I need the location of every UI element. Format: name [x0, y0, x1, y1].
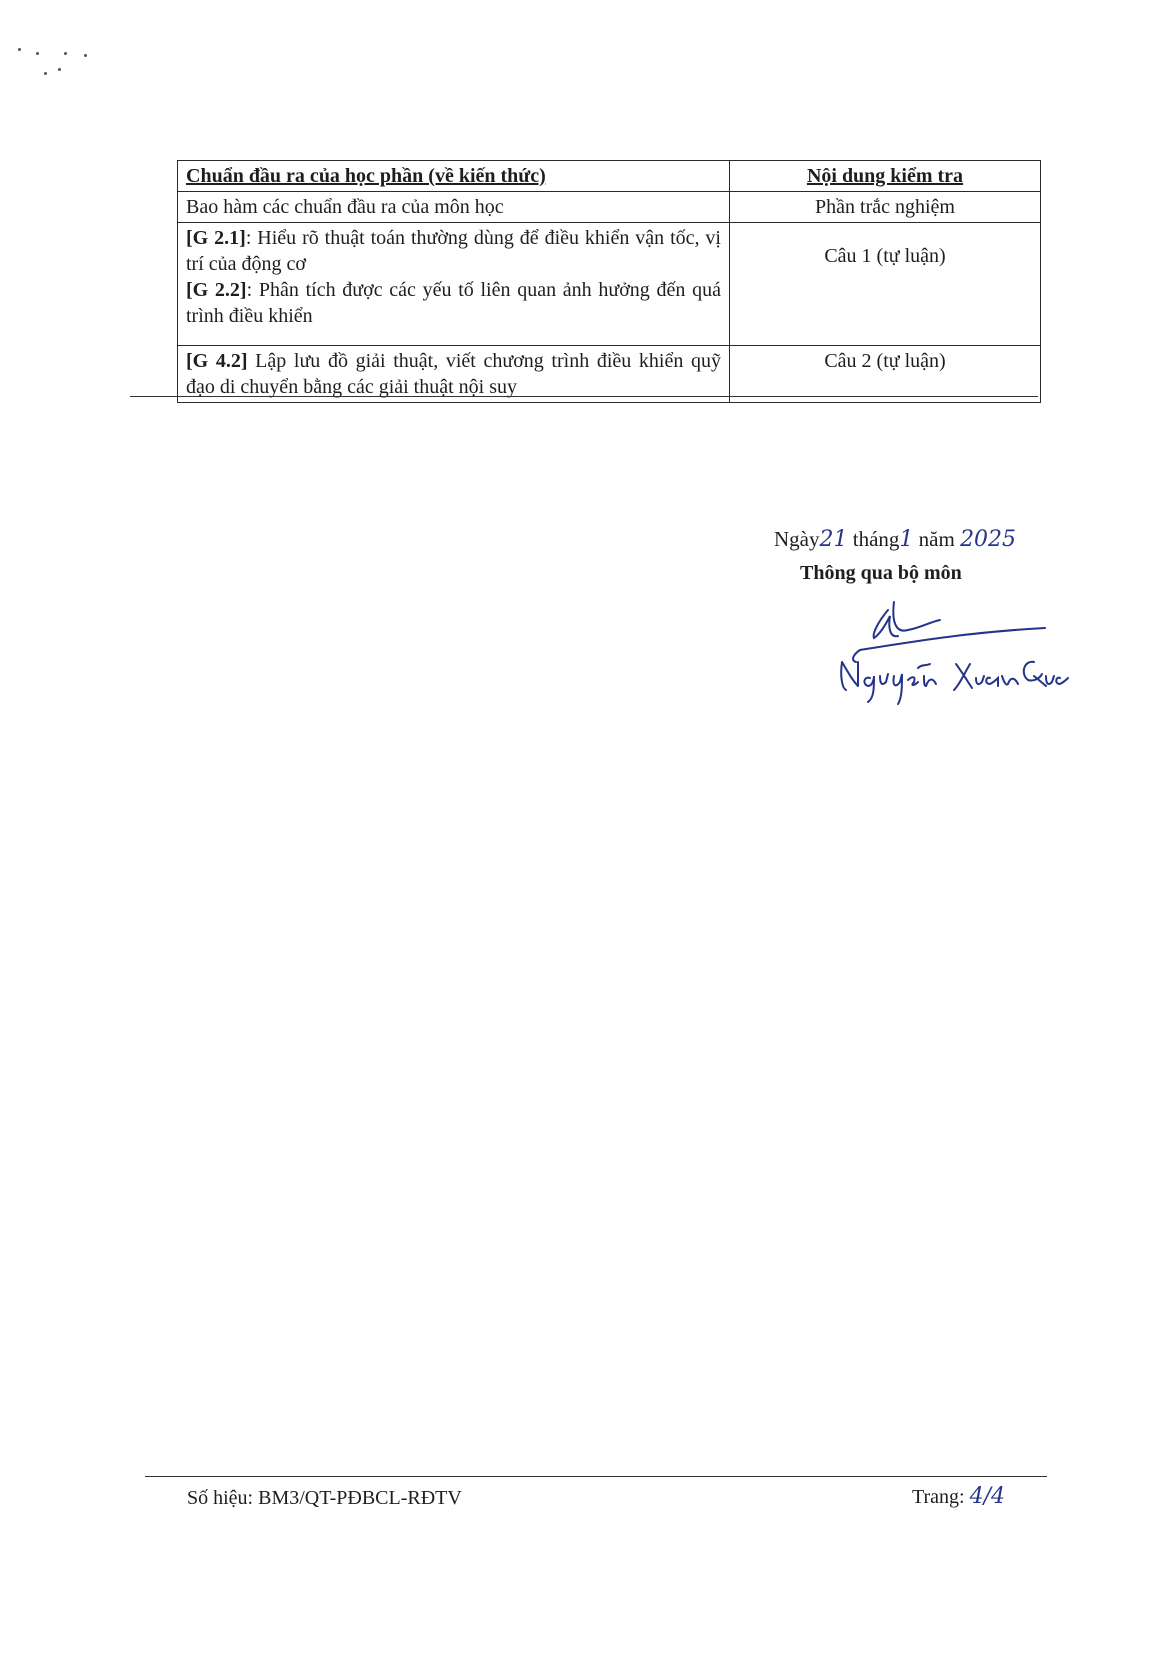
page-value: 4/4: [969, 1484, 1006, 1509]
approval-label: Thông qua bộ môn: [800, 562, 962, 584]
page-label: Trang:: [912, 1486, 965, 1508]
page-number: [912, 1484, 1005, 1509]
table-row: [178, 192, 1041, 223]
outcome-text-g21: : Hiểu rõ thuật toán thường dùng để điều khiển vận tốc, vị trí của động cơ: [186, 227, 721, 275]
date-line: [774, 527, 1016, 552]
date-year: 2025: [960, 527, 1017, 552]
row-3-outcome: [178, 346, 730, 403]
row-1-content: Phần trắc nghiệm: [730, 192, 1041, 223]
signature-drawing: [820, 590, 1070, 730]
date-month-label: tháng: [852, 527, 900, 551]
document-code: Số hiệu: BM3/QT-PĐBCL-RĐTV: [187, 1487, 462, 1509]
outcome-text-g22: : Phân tích được các yếu tố liên quan ảnh hưởng đến quá trình điều khiển: [186, 279, 721, 327]
date-year-label: năm: [918, 527, 955, 551]
outcome-code-g21: [G 2.1]: [186, 227, 246, 249]
footer-divider: [145, 1476, 1047, 1477]
outcome-text-g42: Lập lưu đồ giải thuật, viết chương trình điều khiển quỹ đạo di chuyển bằng các giải thuật nội suy: [186, 350, 721, 398]
section-divider: [130, 396, 1038, 397]
header-outcomes: Chuẩn đầu ra của học phần (về kiến thức): [178, 161, 730, 192]
handwritten-signature: [820, 590, 1070, 730]
date-prefix: Ngày: [774, 527, 820, 551]
row-3-content: Câu 2 (tự luận): [730, 346, 1041, 403]
outcome-code-g22: [G 2.2]: [186, 279, 247, 301]
row-2-content: Câu 1 (tự luận): [730, 223, 1041, 346]
date-month: 1: [899, 527, 914, 552]
scan-specks: [14, 40, 134, 100]
row-2-outcome: [178, 223, 730, 346]
table-header-row: [178, 161, 1041, 192]
date-day: 21: [819, 527, 848, 552]
table-row: [178, 223, 1041, 346]
outcome-code-g42: [G 4.2]: [186, 350, 248, 372]
learning-outcomes-table: [177, 160, 1041, 403]
header-test-content: Nội dung kiểm tra: [730, 161, 1041, 192]
table-row: [178, 346, 1041, 403]
row-1-outcome: Bao hàm các chuẩn đầu ra của môn học: [178, 192, 730, 223]
